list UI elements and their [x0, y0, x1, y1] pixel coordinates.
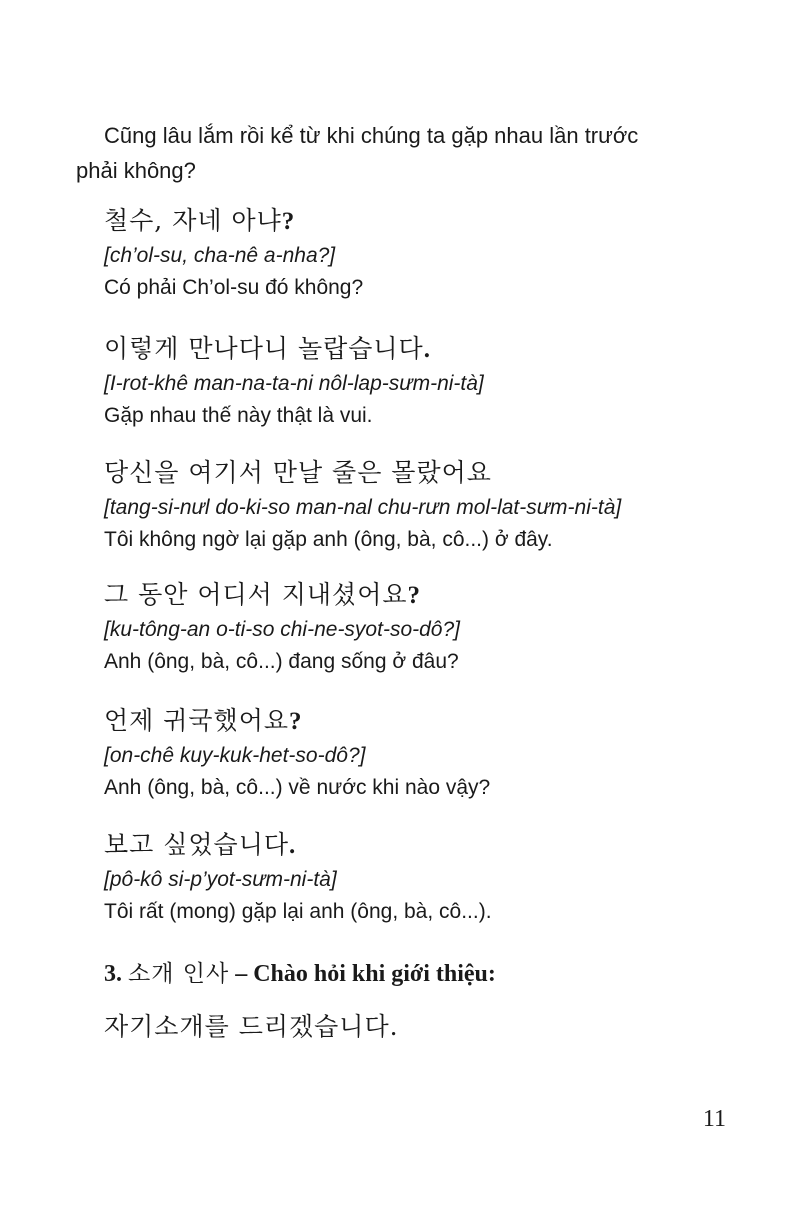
vietnamese-translation: Gặp nhau thế này thật là vui. [104, 404, 373, 427]
intro-line-2: phải không? [76, 158, 196, 183]
romanization: [I-rot-khê man-na-ta-ni nôl-lap-sưm-ni-tà] [104, 372, 484, 395]
korean-phrase: 철수, 자네 아냐? [104, 206, 296, 235]
korean-phrase: 언제 귀국했어요? [104, 706, 303, 735]
section-vietnamese-title: Chào hỏi khi giới thiệu: [253, 961, 496, 987]
romanization: [pô-kô si-p’yot-sưm-ni-tà] [104, 868, 337, 891]
korean-phrase: 당신을 여기서 만날 줄은 몰랐어요 [104, 458, 492, 487]
romanization: [ku-tông-an o-ti-so chi-ne-syot-so-dô?] [104, 618, 460, 641]
intro-line-1: Cũng lâu lắm rồi kể từ khi chúng ta gặp nhau lần trước [104, 123, 639, 148]
section-number: 3. [104, 961, 122, 987]
vietnamese-translation: Tôi rất (mong) gặp lại anh (ông, bà, cô...). [104, 900, 492, 923]
vietnamese-translation: Tôi không ngờ lại gặp anh (ông, bà, cô...) ở đây. [104, 528, 553, 551]
phrase-entry [104, 454, 764, 556]
section-separator: – [235, 961, 248, 987]
phrase-entry [104, 576, 764, 678]
intro-paragraph [76, 118, 724, 188]
section-heading [104, 956, 496, 992]
vietnamese-translation: Anh (ông, bà, cô...) về nước khi nào vậy? [104, 776, 491, 799]
vietnamese-translation: Có phải Ch’ol-su đó không? [104, 276, 364, 299]
page-number: 11 [702, 1106, 726, 1132]
romanization: [tang-si-nưl do-ki-so man-nal chu-rưn mol-lat-sưm-ni-tà] [104, 496, 622, 519]
romanization: [ch’ol-su, cha-nê a-nha?] [104, 244, 336, 267]
phrase-entry [104, 202, 764, 304]
section-korean-title: 소개 인사 [128, 961, 230, 987]
korean-phrase-self-introduction: 자기소개를 드리겠습니다. [104, 1012, 399, 1041]
korean-phrase: 그 동안 어디서 지내셨어요? [104, 580, 421, 609]
korean-phrase: 보고 싶었습니다. [104, 830, 297, 859]
korean-phrase: 이렇게 만나다니 놀랍습니다. [104, 334, 431, 363]
phrase-entry [104, 330, 764, 432]
phrase-entry [104, 702, 764, 804]
romanization: [on-chê kuy-kuk-het-so-dô?] [104, 744, 366, 767]
vietnamese-translation: Anh (ông, bà, cô...) đang sống ở đâu? [104, 650, 459, 673]
phrase-entry [104, 826, 764, 928]
